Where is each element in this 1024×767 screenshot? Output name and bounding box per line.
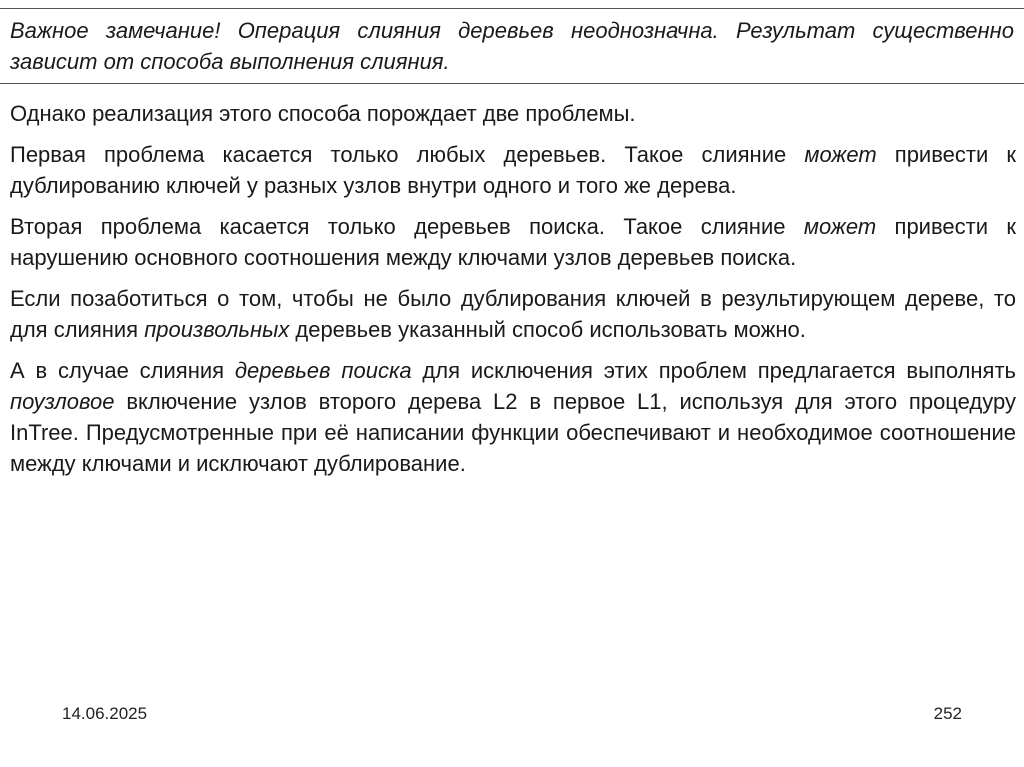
paragraph-text: Вторая проблема касается только деревьев поиска. Такое слияние	[10, 214, 804, 239]
paragraph-text: Однако реализация этого способа порождает две проблемы.	[10, 101, 636, 126]
paragraph-text: привести к дублированию ключей у разных узлов внутри одного и того же дерева.	[10, 142, 1017, 198]
paragraph-arbitrary-trees	[10, 283, 1016, 345]
paragraph-first-problem	[10, 139, 1016, 201]
footer-page-number: 252	[933, 704, 962, 723]
main-content	[10, 98, 1016, 489]
paragraph-text: привести к нарушению основного соотношения между ключами узлов деревьев поиска.	[10, 214, 1016, 270]
paragraph-second-problem	[10, 211, 1016, 273]
paragraph-text: для исключения этих проблем предлагается выполнять	[411, 358, 1017, 383]
paragraph-text: А в случае слияния	[10, 358, 235, 383]
important-note-text: Важное замечание! Операция слияния деревьев неоднозначна. Результат существенно зависит от способа выполнения слияния.	[10, 18, 1014, 74]
paragraph-intro	[10, 98, 1016, 129]
paragraph-text: Если позаботиться о том, чтобы не было дублирования ключей в результирующем дереве, то для слияния	[10, 286, 1016, 342]
paragraph-search-trees	[10, 355, 1016, 479]
footer-date: 14.06.2025	[62, 704, 148, 723]
paragraph-text: Первая проблема касается только любых деревьев. Такое слияние	[10, 142, 805, 167]
emphasis-text: произвольных	[144, 317, 290, 342]
important-note-box	[0, 8, 1024, 84]
emphasis-text: поузловое	[10, 389, 115, 414]
paragraph-text: деревьев указанный способ использовать можно.	[289, 317, 806, 342]
emphasis-text: может	[804, 142, 877, 167]
paragraph-text: включение узлов второго дерева L2 в первое L1, используя для этого процедуру InTree. Предусмотренные при её написании функции обеспечивают и необходимое соотношение между ключами и исключают дублирование.	[10, 389, 1016, 476]
emphasis-text: может	[803, 214, 877, 239]
emphasis-text: деревьев поиска	[234, 358, 412, 383]
